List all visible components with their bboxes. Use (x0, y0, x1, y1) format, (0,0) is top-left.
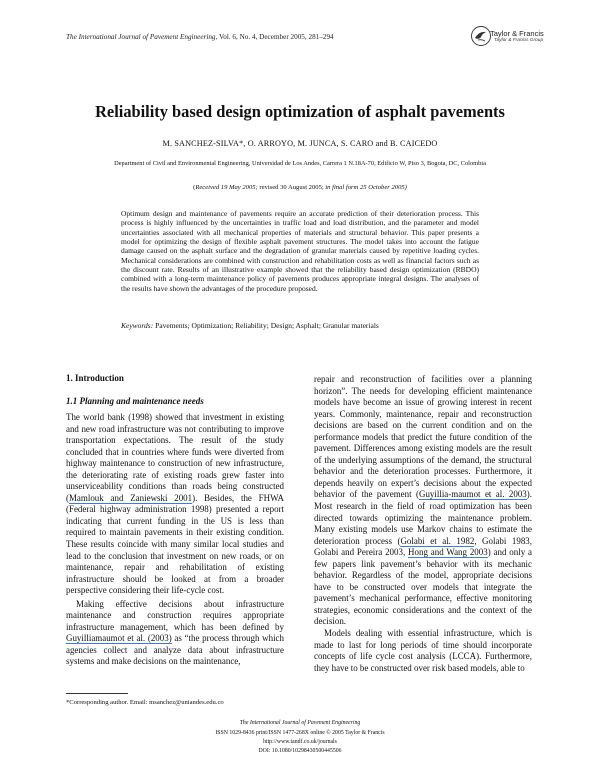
paragraph-text: repair and reconstruction of facilities over a planning horizon”. The needs for developing efficient maintenance models have become an issue of growing interest in recent years. Commonly, maintenance, repair and reconstruction decisions are based on the current condition and on the performance models that predict the future condition of the pavement. Differences among existing models are the result of the underlying assumptions of the demand, the structural behavior and the deterioration processes. Furthermore, it depends heavily on expert’s decisions about the expected behavior of the pavement ( (314, 374, 532, 500)
paragraph-text: ). Besides, the FHWA (Federal highway administration 1998) presented a report indicating that current funding in the US is less than required to maintain pavements in their existing condition. These results coincide with many similar local studies and lead to the conclusion that investment on new roads, or on maintenance, repair and rehabilitation of existing infrastructure should be looked at from a broader perspective considering their life-cycle cost. (66, 492, 284, 596)
citation-link[interactable]: Guyillia-maumot et al. 2003 (418, 489, 527, 500)
paragraph (314, 374, 532, 628)
paragraph-text: , Golabi 1983, Golabi and Pereira 2003, (314, 535, 532, 558)
received-date: Received 19 May 2005; (195, 184, 258, 191)
journal-name: The International Journal of Pavement Engineering, (66, 33, 218, 41)
paragraph-text: Making effective decisions about infrastructure maintenance and construction requires appropriate infrastructure management, which has been defined by (66, 598, 284, 632)
left-column (66, 412, 284, 668)
footer-journal: The International Journal of Pavement Engineering (239, 720, 361, 726)
footer-doi[interactable]: DOI: 10.1080/10298430500445506 (258, 748, 342, 754)
volume-info: Vol. 6, No. 4, December 2005, 281–294 (217, 33, 334, 41)
revised-date: revised 30 August 2005; (257, 184, 324, 191)
received-dates (0, 184, 600, 191)
paragraph-text: as “the process through which agencies collect and analyze data about infrastructure systems and make decisions on the maintenance, (66, 633, 284, 667)
publisher-bird-icon (470, 25, 492, 47)
footer-issn: ISSN 1029-8436 print/ISSN 1477-268X online © 2005 Taylor & Francis (215, 730, 385, 736)
affiliation: Department of Civil and Environmental Engineering, Universidad de Los Andes, Carrera 1 N.18A-70, Edificio W, Piso 3, Bogota, DC, Colombia (114, 160, 486, 167)
paragraph (66, 412, 284, 597)
corresponding-author-footnote: *Corresponding author. Email: msanchez@uniandes.edu.co (66, 699, 224, 706)
paragraph-text: ) and only a few papers link pavement’s behavior with its mechanic behavior. Regardless of the model, appropriate decisions have to be constructed over models that integrate the pavement’s mechanical performance, effective monitoring strategies, economic considerations and the context of the decision. (314, 547, 532, 627)
paragraph (66, 599, 284, 668)
section-heading: 1. Introduction (66, 373, 124, 383)
citation-link[interactable]: Golabi et al. 1982 (400, 535, 475, 546)
keywords-list: Pavements; Optimization; Reliability; Design; Asphalt; Granular materials (153, 321, 379, 330)
subsection-heading: 1.1 Planning and maintenance needs (66, 396, 204, 406)
right-column (314, 374, 532, 674)
footnote-divider (66, 693, 128, 694)
paragraph-text: The world bank (1998) showed that investment in existing and new road infrastructure was not contributing to improve transportation expectations. The result of the study concluded that in countries where funds were diverted from highway maintenance to construction of new infrastructure, the deteriorating rate of existing roads grew faster into unserviceability conditions than roads being constructed ( (66, 412, 284, 503)
publisher-name: Taylor & Francis (490, 29, 544, 38)
final-date: in final form 25 October 2005) (323, 184, 407, 191)
keywords-label: Keywords: (121, 321, 154, 330)
abstract: Optimum design and maintenance of pavements require an accurate prediction of their deterioration process. This process is highly influenced by the uncertainties in traffic load and load distribution, and the parameter and model uncertainties associated with all mechanical properties of materials and structural behavior. This paper presents a model for optimizing the design of flexible asphalt pavement structures. The model takes into account the fatigue damage caused on the asphalt surface and the degradation of granular materials caused by repetitive loading cycles. Mechanical considerations are combined with construction and rehabilitation costs as well as financial factors such as the discount rate. Results of an illustrative example showed that the reliability based design optimization (RBDO) combined with a long-term maintenance policy of pavements produces appropriate integral designs. The analyses of the results have shown the advantages of the procedure proposed. (121, 209, 479, 293)
publisher-group: Taylor & Francis Group (494, 38, 544, 43)
citation-link[interactable]: Guyilliamaumot et al. (2003) (66, 633, 172, 644)
paragraph-text: ). Most research in the field of road optimization has been directed towards optimizing the maintenance problem. Many existing models use Markov chains to estimate the deterioration process ( (314, 489, 532, 546)
keywords (121, 321, 479, 330)
publisher-logo (470, 25, 550, 51)
citation-link[interactable]: Mamlouk and Zaniewski 2001 (68, 492, 193, 503)
received-prefix: ( (193, 184, 196, 191)
author-list: M. SANCHEZ-SILVA*, O. ARROYO, M. JUNCA, S. CARO and B. CAICEDO (162, 139, 438, 148)
paragraph: Models dealing with essential infrastructure, which is made to last for long periods of time should incorporate concepts of life cycle cost analysis (LCCA). Furthermore, they have to be constructed over risk based models, able to (314, 628, 532, 673)
journal-citation (66, 33, 466, 41)
footer-url[interactable]: http://www.tandf.co.uk/journals (263, 739, 337, 745)
article-title: Reliability based design optimization of asphalt pavements (95, 102, 505, 121)
citation-link[interactable]: Hong and Wang 2003 (408, 547, 488, 558)
